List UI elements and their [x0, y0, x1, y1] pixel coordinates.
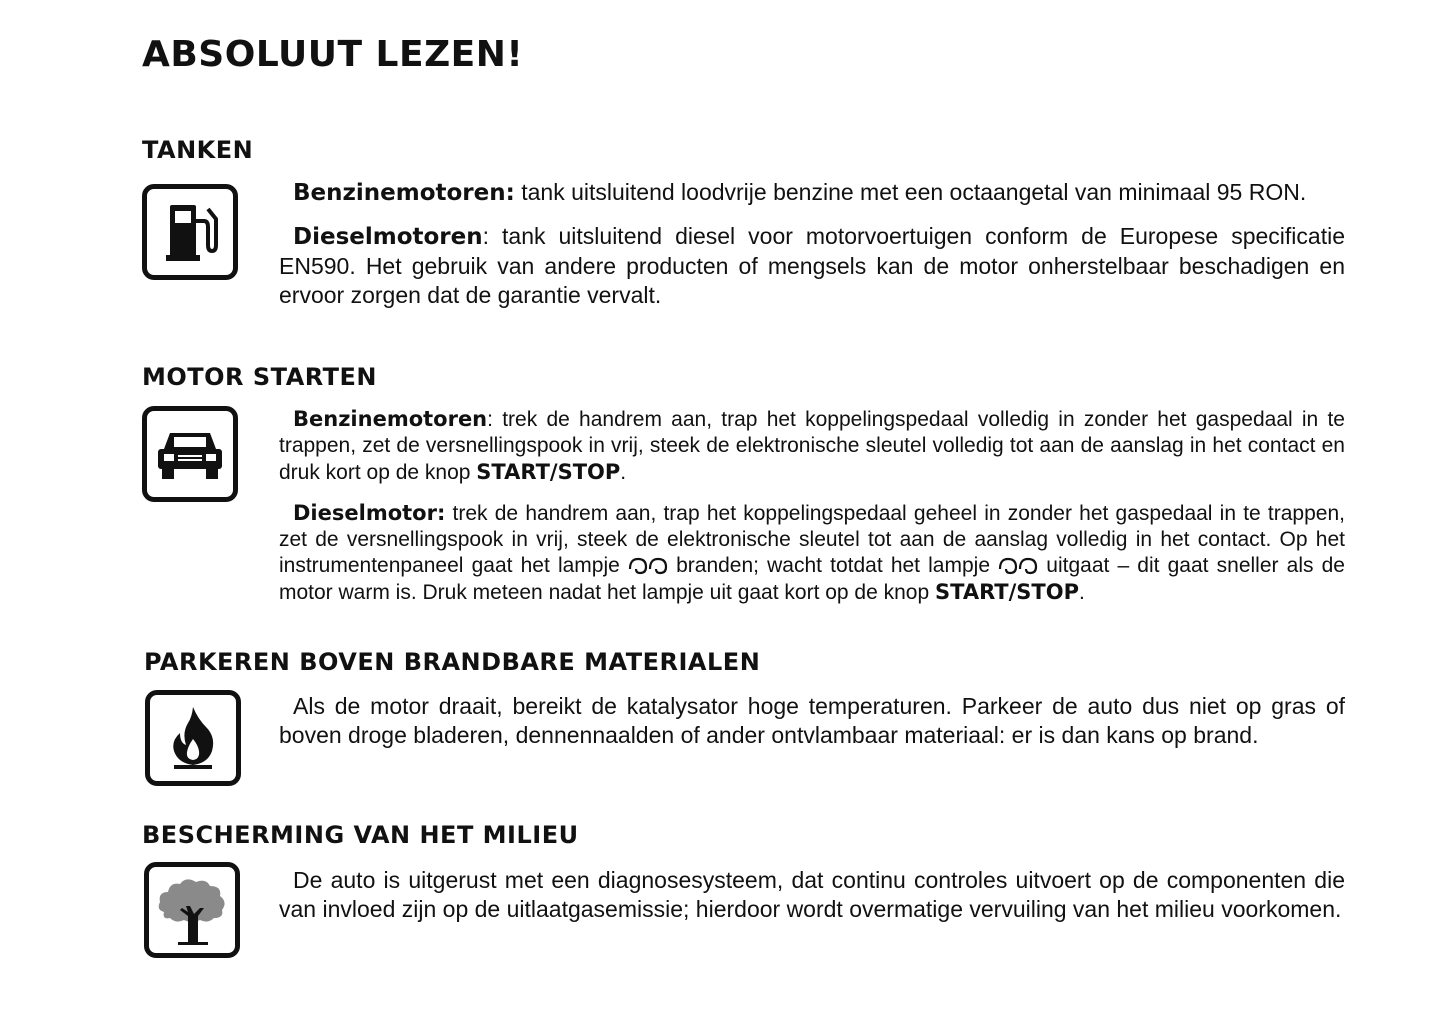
paragraph-petrol — [279, 178, 1345, 208]
page-title: ABSOLUUT LEZEN! — [142, 34, 524, 75]
paragraph-parking — [279, 692, 1345, 750]
fuel-pump-icon-box — [142, 184, 238, 280]
car-front-icon-box — [142, 406, 238, 502]
section-body-motor-starten — [279, 406, 1345, 620]
section-body-milieu — [279, 866, 1345, 938]
tree-icon — [154, 872, 230, 948]
text-diesel-fuel: : tank uitsluitend diesel voor motorvoertuigen conform de Europese specificatie EN590. Het gebruik van andere producten of mengsels kan de motor onherstelbaar beschadigen en ervoor zorgen dat de garantie vervalt. — [279, 223, 1345, 308]
start-stop-label: START/STOP — [935, 580, 1079, 604]
text-parking-warning: Als de motor draait, bereikt de katalysator hoge temperaturen. Parkeer de auto dus niet op gras of boven droge bladeren, dennennaalden of ander ontvlambaar materiaal: er is dan kans op brand. — [279, 693, 1345, 748]
paragraph-diesel — [279, 222, 1345, 310]
section-body-tanken — [279, 178, 1345, 324]
paragraph-start-diesel — [279, 500, 1345, 606]
text-start-diesel-a: trek de handrem aan, trap het koppelingspedaal geheel in zonder het gaspedaal in te trappen, zet de versnellingspook in vrij, steek de elektronische sleutel tot aan de aanslag volledig in het contact. Op het instrumentenpaneel gaat het lampje — [279, 502, 1345, 577]
paragraph-environment — [279, 866, 1345, 924]
section-heading-tanken: TANKEN — [142, 136, 254, 164]
glow-plug-icon — [998, 557, 1038, 575]
label-diesel-engines: Dieselmotoren — [293, 224, 483, 250]
section-heading-motor-starten: MOTOR STARTEN — [142, 363, 378, 391]
start-stop-label: START/STOP — [476, 460, 621, 484]
car-front-icon — [156, 425, 224, 483]
text-start-petrol: : trek de handrem aan, trap het koppelingspedaal volledig in zonder het gaspedaal in te trappen, zet de versnellingspook in vrij, steek de elektronische sleutel volledig tot aan de aanslag in het contact en druk kort op de knop — [279, 408, 1345, 484]
label-petrol-engines-start: Benzinemotoren — [293, 407, 488, 431]
text-petrol-fuel: tank uitsluitend loodvrije benzine met een octaangetal van minimaal 95 RON. — [514, 179, 1307, 205]
text-start-diesel-c: uitgaat – dit gaat sneller als de motor warm is. Druk meteen nadat het lampje uit gaat kort op de knop — [279, 554, 1345, 604]
tree-icon-box — [144, 862, 240, 958]
glow-plug-icon — [628, 557, 668, 575]
fuel-pump-icon — [158, 197, 222, 267]
text-start-diesel-b: branden; wacht totdat het lampje — [667, 554, 999, 577]
label-petrol-engines: Benzinemotoren: — [293, 180, 515, 206]
section-heading-milieu: BESCHERMING VAN HET MILIEU — [142, 821, 579, 849]
label-diesel-engine-start: Dieselmotor: — [293, 501, 446, 525]
section-body-parkeren — [279, 692, 1345, 764]
punctuation: . — [620, 461, 627, 484]
fire-icon — [168, 705, 218, 771]
text-environment: De auto is uitgerust met een diagnosesysteem, dat continu controles uitvoert op de componenten die van invloed zijn op de uitlaatgasemissie; hierdoor wordt overmatige vervuiling van het milieu voorkomen. — [279, 867, 1345, 922]
paragraph-start-petrol — [279, 406, 1345, 486]
section-heading-parkeren: PARKEREN BOVEN BRANDBARE MATERIALEN — [144, 648, 761, 676]
punctuation: . — [1079, 581, 1085, 604]
fire-icon-box — [145, 690, 241, 786]
